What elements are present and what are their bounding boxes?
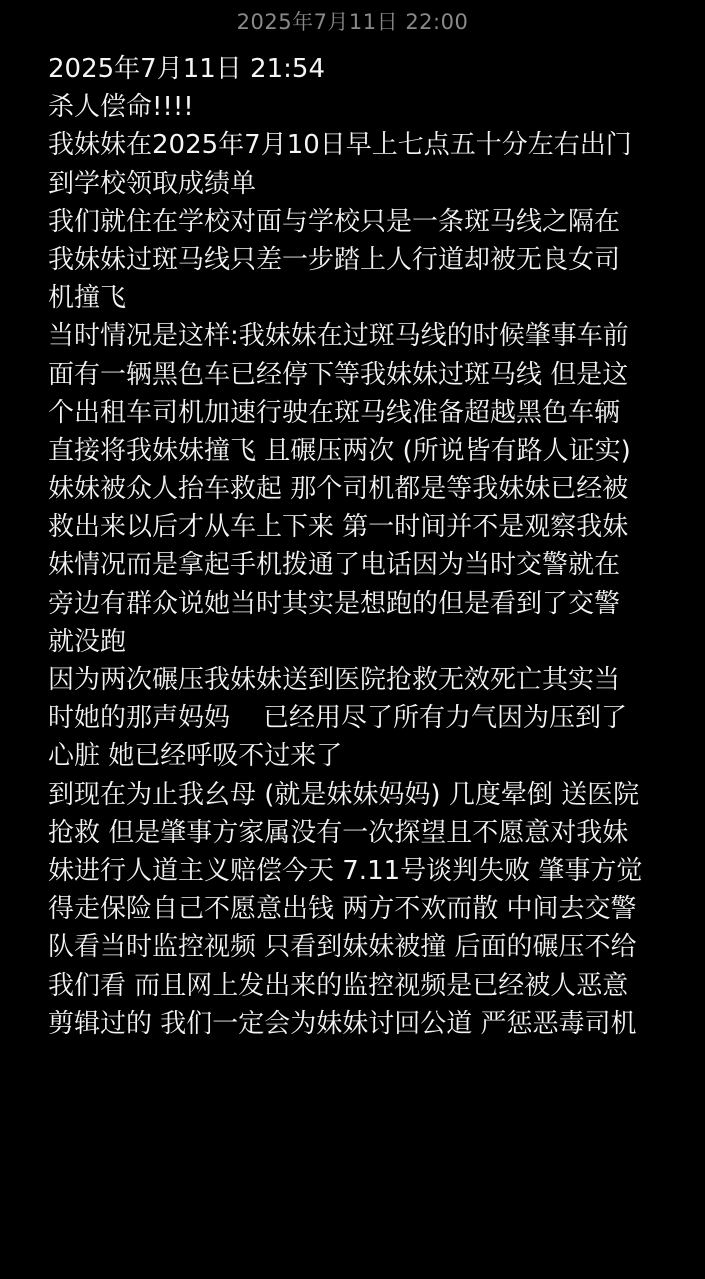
note-line: 机撞飞 <box>48 283 127 314</box>
note-line: 面有一辆黑色车已经停下等我妹妹过斑马线 但是这 <box>48 359 629 390</box>
note-line: 直接将我妹妹撞飞 且碾压两次 (所说皆有路人证实) <box>48 435 631 466</box>
note-line: 妹情况而是拿起手机拨通了电话因为当时交警就在 <box>48 550 621 581</box>
note-line: 剪辑过的 我们一定会为妹妹讨回公道 严惩恶毒司机 <box>48 1008 637 1039</box>
note-line: 救出来以后才从车上下来 第一时间并不是观察我妹 <box>48 512 629 543</box>
note-line: 队看当时监控视频 只看到妹妹被撞 后面的碾压不给 <box>48 932 637 963</box>
note-line: 心脏 她已经呼吸不过来了 <box>48 741 343 772</box>
note-line: 就没跑 <box>48 626 127 657</box>
note-line: 旁边有群众说她当时其实是想跑的但是看到了交警 <box>48 588 621 619</box>
note-line: 得走保险自己不愿意出钱 两方不欢而散 中间去交警 <box>48 894 637 925</box>
note-line: 抢救 但是肇事方家属没有一次探望且不愿意对我妹 <box>48 817 629 848</box>
note-line: 2025年7月11日 21:54 <box>48 54 325 84</box>
note-line: 到学校领取成绩单 <box>48 168 257 199</box>
note-body[interactable] <box>48 50 688 1043</box>
note-line: 我妹妹过斑马线只差一步踏上人行道却被无良女司 <box>48 244 621 275</box>
note-line: 因为两次碾压我妹妹送到医院抢救无效死亡其实当 <box>48 665 621 695</box>
note-line: 杀人偿命!!!! <box>48 92 194 123</box>
note-line: 个出租车司机加速行驶在斑马线准备超越黑色车辆 <box>48 397 621 428</box>
note-timestamp: 2025年7月11日 22:00 <box>236 10 469 34</box>
note-line: 我们就住在学校对面与学校只是一条斑马线之隔在 <box>48 206 621 237</box>
note-line: 我妹妹在2025年7月10日早上七点五十分左右出门 <box>48 130 632 161</box>
note-line: 到现在为止我幺母 (就是妹妹妈妈) 几度晕倒 送医院 <box>48 779 640 810</box>
note-line: 妹进行人道主义赔偿今天 7.11号谈判失败 肇事方觉 <box>48 855 643 886</box>
note-line: 时她的那声妈妈 已经用尽了所有力气因为压到了 <box>48 703 628 734</box>
note-line: 当时情况是这样:我妹妹在过斑马线的时候肇事车前 <box>48 321 629 352</box>
note-line: 妹妹被众人抬车救起 那个司机都是等我妹妹已经被 <box>48 474 629 505</box>
note-line: 我们看 而且网上发出来的监控视频是已经被人恶意 <box>48 970 629 1001</box>
